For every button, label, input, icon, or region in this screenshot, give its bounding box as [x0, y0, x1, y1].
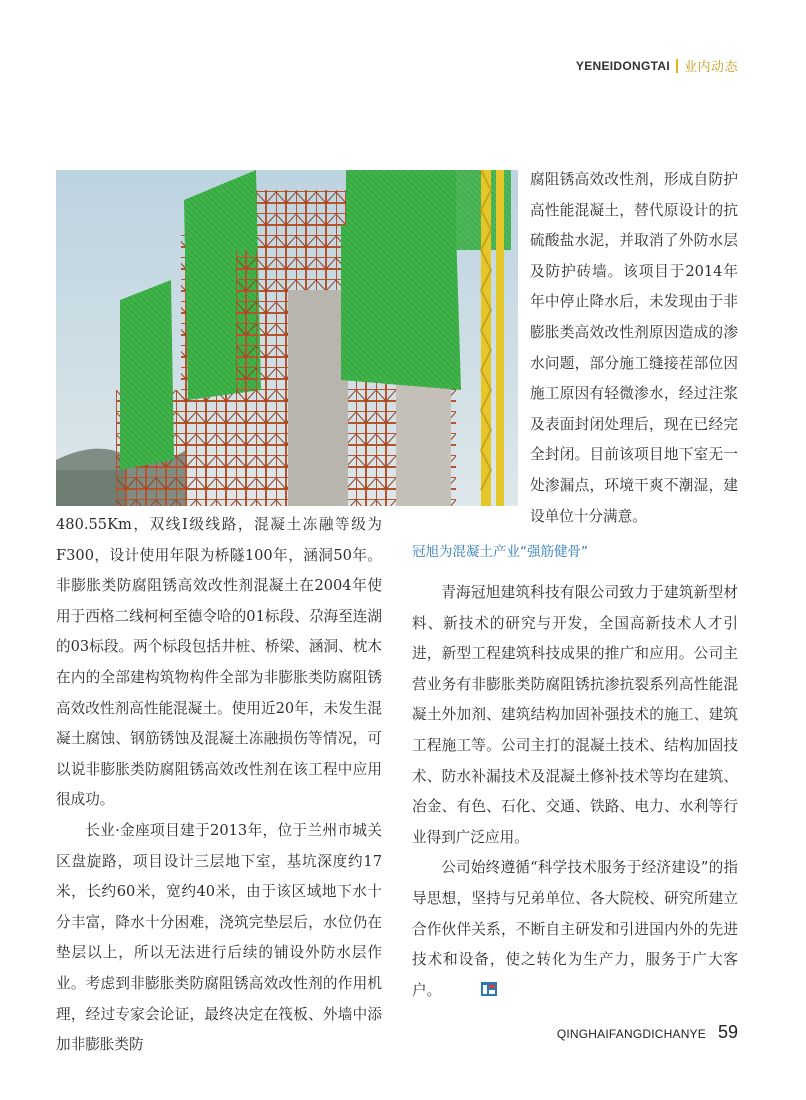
body-paragraph: 长业·金座项目建于2013年，位于兰州市城关区盘旋路，项目设计三层地下室，基坑深度约17米，长约60米，宽约40米，由于该区域地下水十分丰富，降水十分困难，浇筑完垫层后，水位仍在垫层以上，所以无法进行后续的铺设外防水层作业。考虑到非膨胀类防腐阻锈高效改性剂的作用机理，经过专家会论证，最终决定在筏板、外墙中添加非膨胀类防 — [56, 821, 382, 1054]
magazine-name: QINGHAIFANGDICHANYE — [556, 1027, 706, 1041]
section-name-cn: 业内动态 — [683, 60, 738, 75]
continued-paragraph: 腐阻锈高效改性剂，形成自防护高性能混凝土，替代原设计的抗硫酸盐水泥，并取消了外防水层及防护砖墙。该项目于2014年年中停止降水后，未发现由于非膨胀类高效改性剂原因造成的渗水问题，部分施工缝接茬部位因施工原因有轻微渗水，经过注浆及表面封闭处理后，现在已经完全封闭。目前该项目地下室无一处渗漏点，环境干爽不潮湿，建设单位十分满意。 — [530, 171, 738, 525]
right-column — [412, 578, 738, 1006]
construction-site-photo — [56, 170, 518, 506]
running-header — [576, 56, 738, 75]
body-paragraph: 青海冠旭建筑科技有限公司致力于建筑新型材料、新技术的研究与开发，全国高新技术人才引进，新型工程建筑科技成果的推广和应用。公司主营业务有非膨胀类防腐阻锈抗渗抗裂系列高性能混凝土外加剂、建筑结构加固补强技术的施工、建筑工程施工等。公司主打的混凝土技术、结构加固技术、防水补漏技术及混凝土修补技术等均在建筑、冶金、有色、石化、交通、铁路、电力、水利等行业得到广泛应用。 — [412, 584, 738, 846]
right-top-column — [530, 165, 738, 532]
left-column — [56, 510, 382, 1061]
header-divider — [676, 59, 678, 73]
body-paragraph: 480.55Km，双线Ⅰ级线路，混凝土冻融等级为F300，设计使用年限为桥隧100年，涵洞50年。非膨胀类防腐阻锈高效改性剂混凝土在2004年使用于西格二线柯柯至德令哈的01标段、尕海至连湖的03标段。两个标段包括井桩、桥梁、涵洞、枕木在内的全部建构筑物构件全部为非膨胀类防腐阻锈高效改性剂高性能混凝土。使用近20年，未发生混凝土腐蚀、钢筋锈蚀及混凝土冻融损伤等情况，可以说非膨胀类防腐阻锈高效改性剂在该工程中应用很成功。 — [56, 516, 382, 809]
page-footer — [557, 1022, 738, 1043]
section-heading: 冠旭为混凝土产业“强筋健骨” — [412, 544, 588, 560]
section-name-en: YENEIDONGTAI — [575, 58, 670, 73]
paragraph-text: 公司始终遵循“科学技术服务于经济建设”的指导思想，坚持与兄弟单位、各大院校、研究所建立合作伙伴关系，不断自主研发和引进国内外的先进技术和设备，使之转化为生产力，服务于广大客户。 — [412, 859, 738, 999]
page-number: 59 — [717, 1022, 738, 1042]
body-paragraph — [412, 853, 738, 1006]
magazine-logo-icon — [451, 979, 469, 997]
